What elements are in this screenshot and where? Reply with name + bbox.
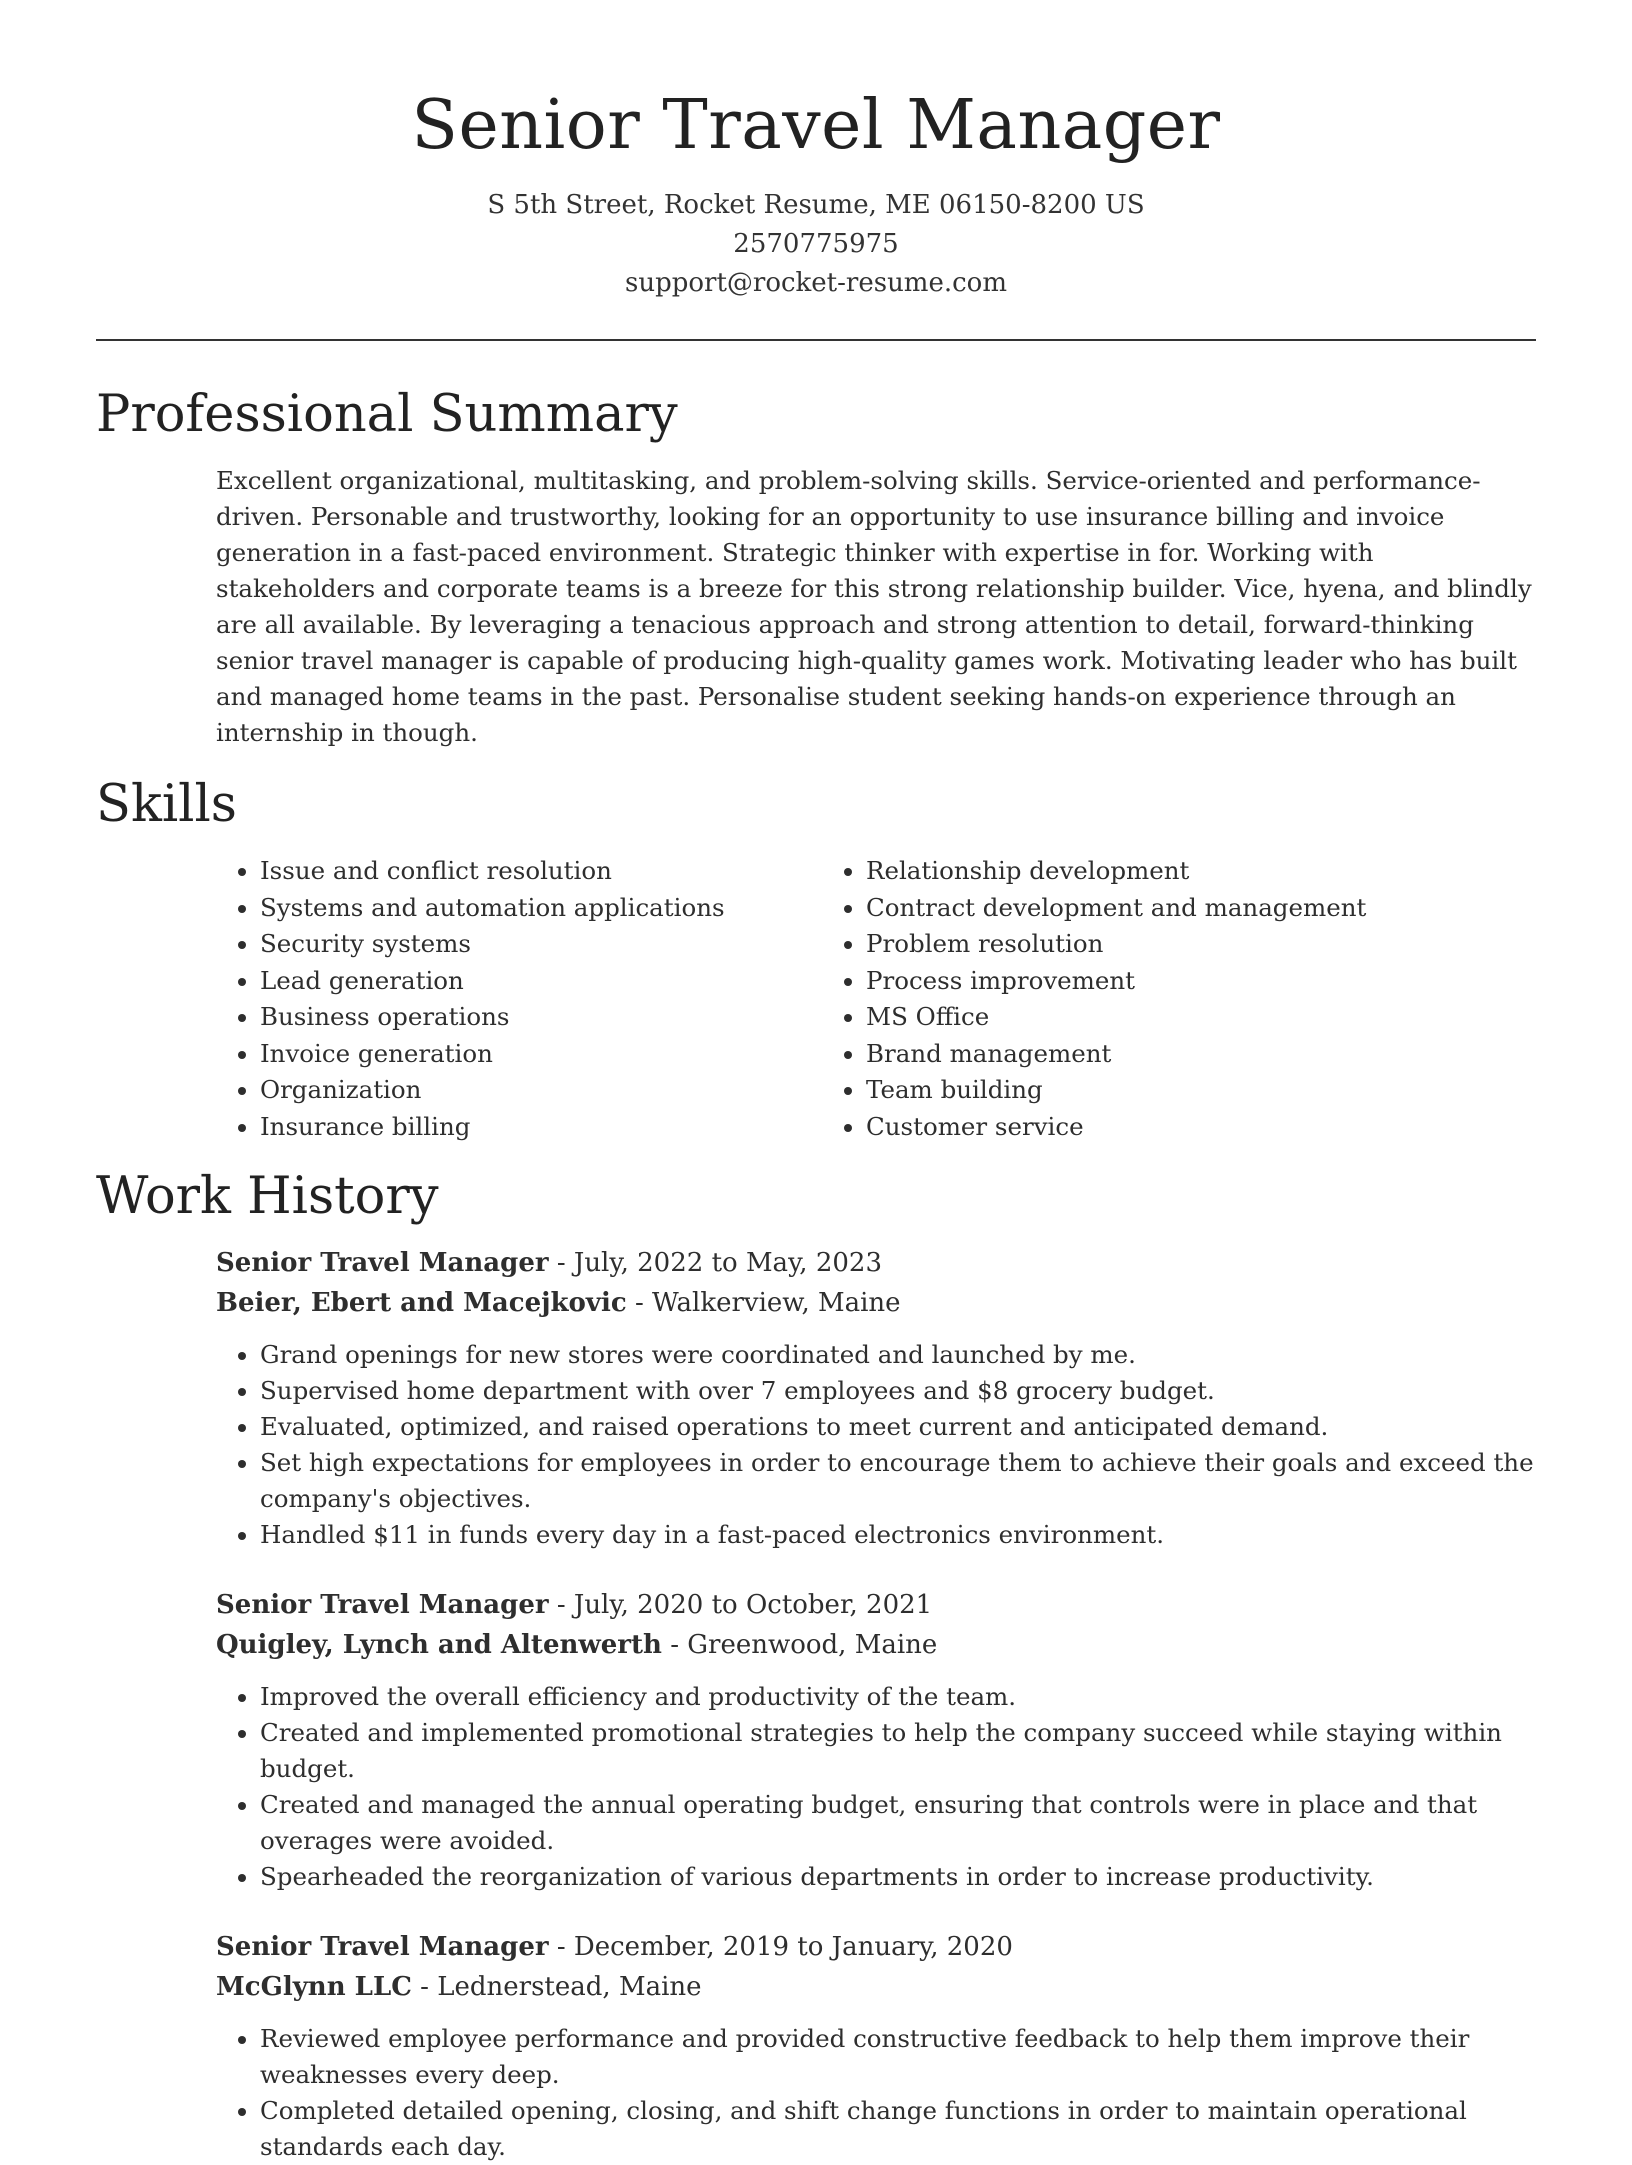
contact-address: S 5th Street, Rocket Resume, ME 06150-8200 US	[487, 190, 1145, 220]
skill-item: • Brand management	[866, 1036, 1428, 1073]
job-title-line	[216, 1585, 1536, 1625]
job-bullet: • Improved the overall efficiency and productivity of the team.	[260, 1679, 1536, 1715]
skill-item: • Business operations	[260, 999, 822, 1036]
skill-item: • Process improvement	[866, 963, 1428, 1000]
job-title-line	[216, 1927, 1536, 1967]
skill-item: • Contract development and management	[866, 890, 1428, 927]
job-entry	[216, 1585, 1536, 1895]
skill-item: • Team building	[866, 1072, 1428, 1109]
skill-item: • MS Office	[866, 999, 1428, 1036]
skill-item: • Security systems	[260, 926, 822, 963]
job-company-line	[216, 1625, 1536, 1665]
header-divider	[96, 339, 1536, 341]
job-bullet: • Evaluated, optimized, and raised operations to meet current and anticipated demand.	[260, 1409, 1536, 1445]
job-company: Beier, Ebert and Macejkovic	[216, 1288, 627, 1318]
job-entry	[216, 1243, 1536, 1553]
job-company-line	[216, 1283, 1536, 1323]
job-title-line	[216, 1243, 1536, 1283]
skill-item: • Invoice generation	[260, 1036, 822, 1073]
job-bullets	[216, 1679, 1536, 1895]
summary-heading: Professional Summary	[96, 385, 678, 444]
contact-block	[96, 186, 1536, 303]
skills-heading: Skills	[96, 775, 237, 834]
resume-header	[96, 0, 1536, 303]
job-company-line	[216, 1967, 1536, 2007]
summary-text: Excellent organizational, multitasking, and problem-solving skills. Service-oriented and performance-driven. Personable and trustworthy, looking for an opportunity to use insurance billing and invoice generation in a fast-paced environment. Strategic thinker with expertise in for. Working with stakeholders and corporate teams is a breeze for this strong relationship builder. Vice, hyena, and blindly are all available. By leveraging a tenacious approach and strong attention to detail, forward-thinking senior travel manager is capable of producing high-quality games work. Motivating leader who has built and managed home teams in the past. Personalise student seeking hands-on experience through an internship in though.	[216, 466, 1532, 747]
work-history-heading: Work History	[96, 1167, 439, 1226]
job-bullet: • Grand openings for new stores were coordinated and launched by me.	[260, 1337, 1536, 1373]
job-company: McGlynn LLC	[216, 1972, 412, 2002]
job-bullet: • Reviewed employee performance and provided constructive feedback to help them improve their weaknesses every deep.	[260, 2021, 1536, 2093]
job-dates: - July, 2022 to May, 2023	[548, 1248, 882, 1278]
job-bullet: • Created and managed the annual operating budget, ensuring that controls were in place and that overages were avoided.	[260, 1787, 1536, 1859]
skill-item: • Customer service	[866, 1109, 1428, 1146]
job-bullet: • Created and implemented promotional strategies to help the company succeed while staying within budget.	[260, 1715, 1536, 1787]
job-location: - Greenwood, Maine	[661, 1630, 938, 1660]
skill-item: • Relationship development	[866, 853, 1428, 890]
job-company: Quigley, Lynch and Altenwerth	[216, 1630, 662, 1660]
job-bullet: • Supervised home department with over 7 employees and $8 grocery budget.	[260, 1373, 1536, 1409]
skill-item: • Lead generation	[260, 963, 822, 1000]
candidate-name: Senior Travel Manager	[411, 86, 1221, 165]
job-location: - Lednerstead, Maine	[411, 1972, 702, 2002]
skill-item: • Issue and conflict resolution	[260, 853, 822, 890]
job-role: Senior Travel Manager	[216, 1932, 549, 1962]
skill-item: • Insurance billing	[260, 1109, 822, 1146]
skill-item: • Systems and automation applications	[260, 890, 822, 927]
job-location: - Walkerview, Maine	[626, 1288, 901, 1318]
job-role: Senior Travel Manager	[216, 1248, 549, 1278]
job-dates: - July, 2020 to October, 2021	[548, 1590, 933, 1620]
contact-email: support@rocket-resume.com	[624, 268, 1007, 298]
job-bullet: • Completed detailed opening, closing, and shift change functions in order to maintain operational standards each day.	[260, 2093, 1536, 2165]
job-entry	[216, 1927, 1536, 2165]
job-bullets	[216, 1337, 1536, 1553]
skill-item: • Problem resolution	[866, 926, 1428, 963]
job-dates: - December, 2019 to January, 2020	[548, 1932, 1013, 1962]
job-bullet: • Set high expectations for employees in order to encourage them to achieve their goals and exceed the company's objectives.	[260, 1445, 1536, 1517]
resume-page	[96, 0, 1536, 2161]
skills-list	[216, 853, 1536, 1145]
job-role: Senior Travel Manager	[216, 1590, 549, 1620]
job-bullets	[216, 2021, 1536, 2165]
skill-item: • Organization	[260, 1072, 822, 1109]
skills-column-left	[216, 853, 822, 1145]
skills-column-right	[822, 853, 1428, 1145]
job-bullet: • Handled $11 in funds every day in a fast-paced electronics environment.	[260, 1517, 1536, 1553]
contact-phone: 2570775975	[733, 229, 899, 259]
job-bullet: • Spearheaded the reorganization of various departments in order to increase productivity.	[260, 1859, 1536, 1895]
